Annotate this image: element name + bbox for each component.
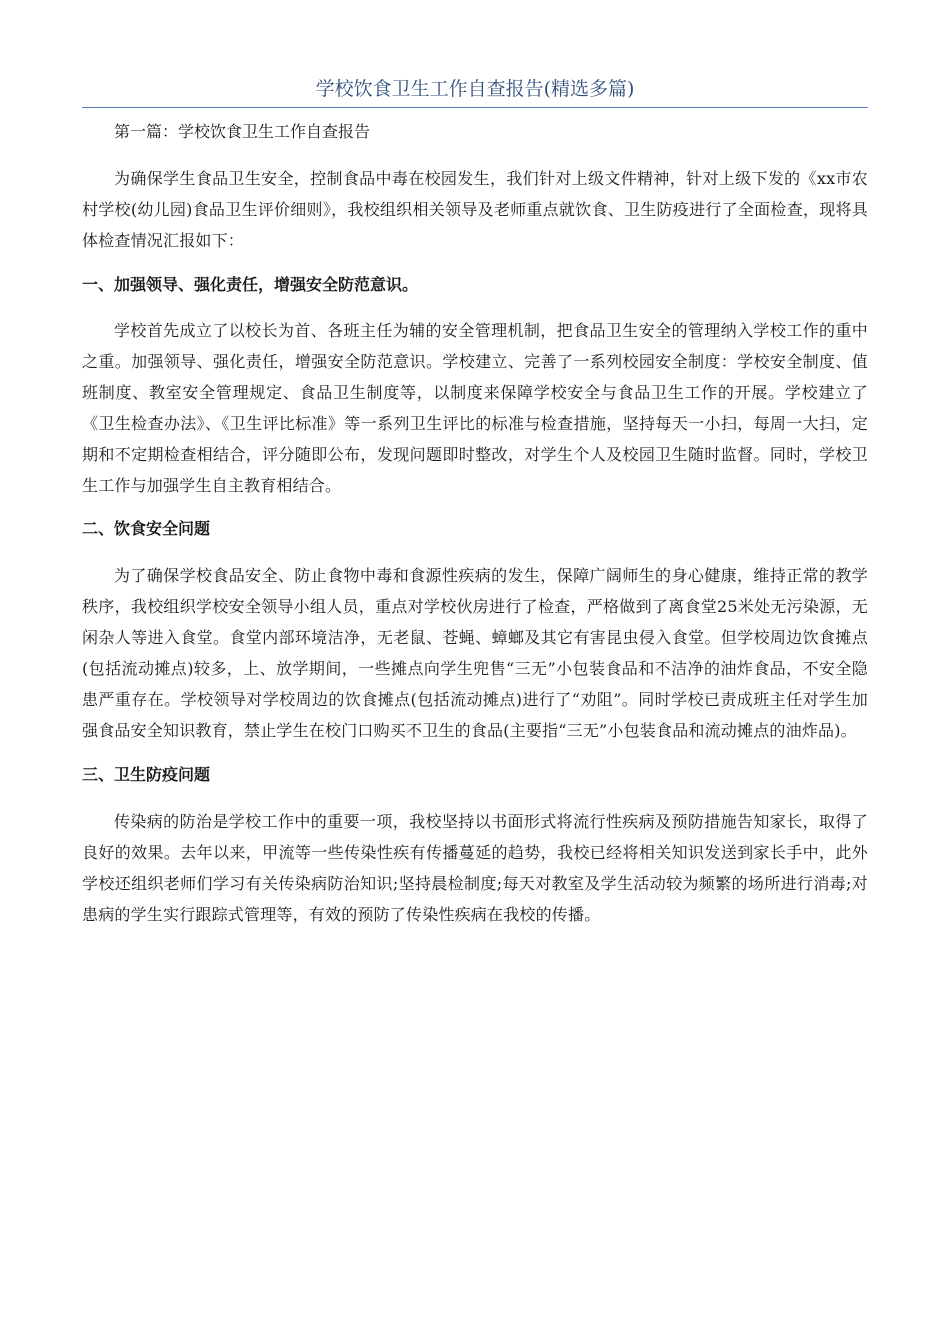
section-body-2: 为了确保学校食品安全、防止食物中毒和食源性疾病的发生，保障广阔师生的身心健康，维持正常的教学秩序，我校组织学校安全领导小组人员，重点对学校伙房进行了检查，严格做到了离食堂25米处无污染源，无闲杂人等进入食堂。食堂内部环境洁净，无老鼠、苍蝇、蟑螂及其它有害昆虫侵入食堂。但学校周边饮食摊点(包括流动摊点)较多，上、放学期间，一些摊点向学生兜售“三无”小包装食品和不洁净的油炸食品，不安全隐患严重存在。学校领导对学校周边的饮食摊点(包括流动摊点)进行了“劝阻”。同时学校已责成班主任对学生加强食品安全知识教育，禁止学生在校门口购买不卫生的食品(主要指“三无”小包装食品和流动摊点的油炸品)。: [82, 566, 868, 740]
document-page: [82, 76, 868, 930]
document-title: 学校饮食卫生工作自查报告(精选多篇): [82, 76, 868, 108]
section-heading-3: 三、卫生防疫问题: [82, 765, 211, 784]
intro-paragraph: 为确保学生食品卫生安全，控制食品中毒在校园发生，我们针对上级文件精神，针对上级下发的《xx市农村学校(幼儿园)食品卫生评价细则》，我校组织相关领导及老师重点就饮食、卫生防疫进行了全面检查，现将具体检查情况汇报如下：: [82, 169, 868, 250]
section-heading-2: 二、饮食安全问题: [82, 519, 211, 538]
article-subtitle: 第一篇：学校饮食卫生工作自查报告: [114, 122, 371, 141]
section-body-3: 传染病的防治是学校工作中的重要一项，我校坚持以书面形式将流行性疾病及预防措施告知家长，取得了良好的效果。去年以来，甲流等一些传染性疾有传播蔓延的趋势，我校已经将相关知识发送到家长手中，此外学校还组织老师们学习有关传染病防治知识;坚持晨检制度;每天对教室及学生活动较为频繁的场所进行消毒;对患病的学生实行跟踪式管理等，有效的预防了传染性疾病在我校的传播。: [82, 812, 868, 924]
section-body-1: 学校首先成立了以校长为首、各班主任为辅的安全管理机制，把食品卫生安全的管理纳入学校工作的重中之重。加强领导、强化责任，增强安全防范意识。学校建立、完善了一系列校园安全制度：学校安全制度、值班制度、教室安全管理规定、食品卫生制度等，以制度来保障学校安全与食品卫生工作的开展。学校建立了《卫生检查办法》、《卫生评比标准》等一系列卫生评比的标准与检查措施，坚持每天一小扫，每周一大扫，定期和不定期检查相结合，评分随即公布，发现问题即时整改，对学生个人及校园卫生随时监督。同时，学校卫生工作与加强学生自主教育相结合。: [82, 321, 868, 495]
section-heading-1: 一、加强领导、强化责任，增强安全防范意识。: [82, 275, 419, 294]
